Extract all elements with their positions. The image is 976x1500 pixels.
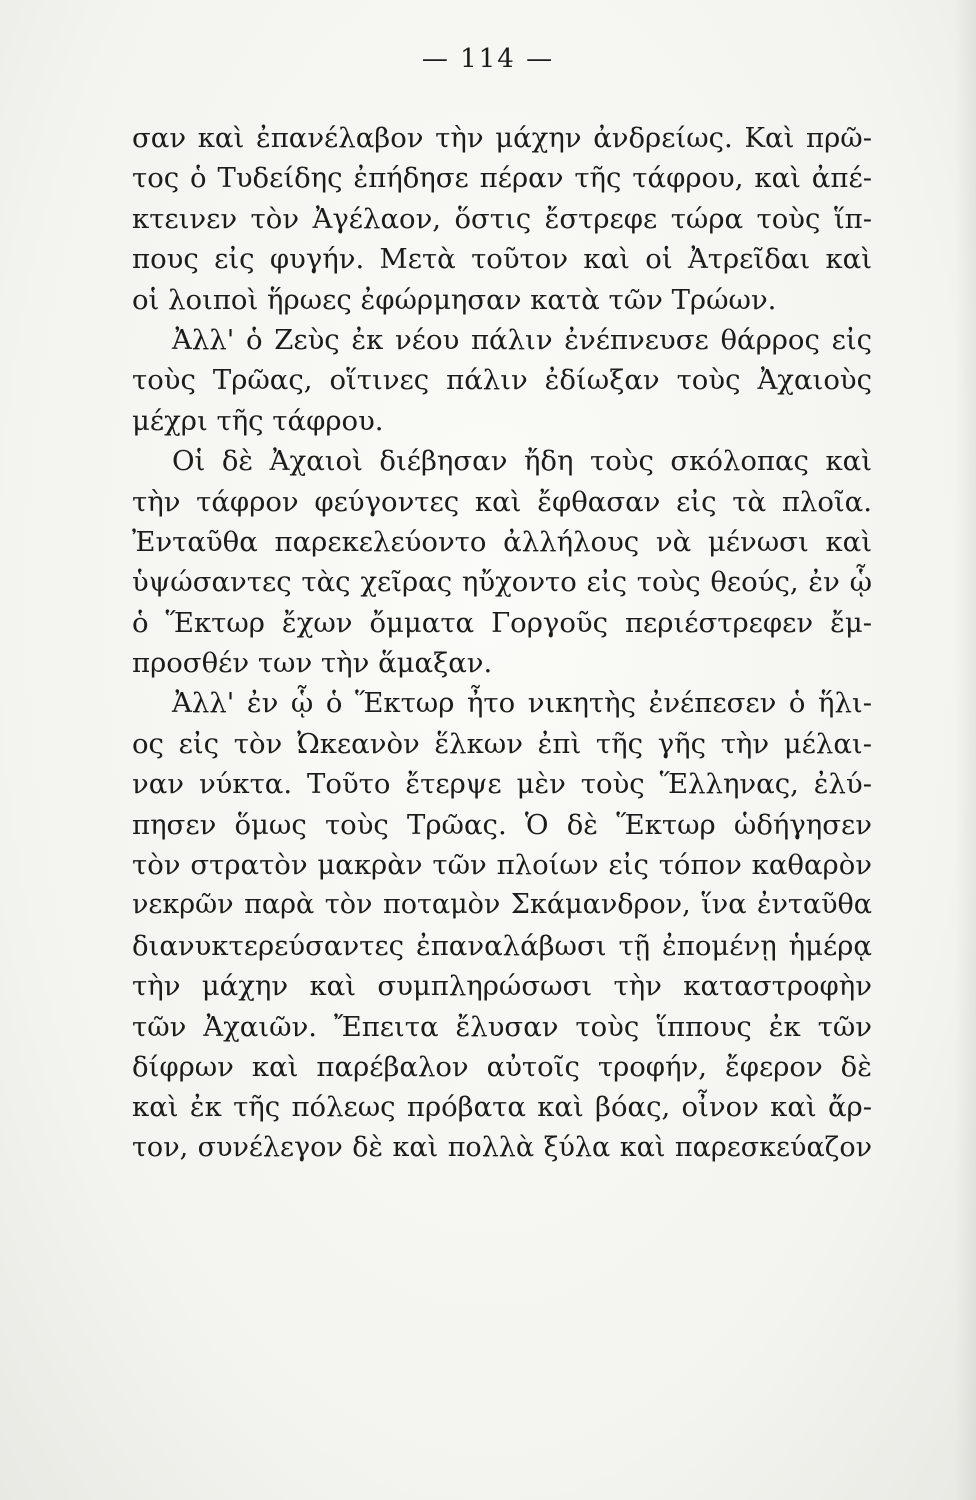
text-line: δίφρων καὶ παρέβαλον αὐτοῖς τροφήν, ἔφερον δὲ [132,1050,872,1083]
text-line: πησεν ὅμως τοὺς Τρῶας. Ὁ δὲ Ἕκτωρ ὡδήγησεν [132,808,872,841]
text-line: προσθέν των τὴν ἅμαξαν. [132,647,493,680]
text-line: τον, συνέλεγον δὲ καὶ πολλὰ ξύλα καὶ παρεσκεύαζον [132,1131,872,1163]
body-text [132,118,872,1168]
text-line: Οἱ δὲ Ἀχαιοὶ διέβησαν ἤδη τοὺς σκόλοπας καὶ [172,445,872,478]
page-number: — 114 — [421,44,555,74]
text-line: νεκρῶν παρὰ τὸν ποταμὸν Σκάμανδρον, ἵνα ἐνταῦθα [132,889,872,921]
text-line: καὶ ἐκ τῆς πόλεως πρόβατα καὶ βόας, οἶνον καὶ ἄρ- [132,1091,872,1124]
text-line: Ἐνταῦθα παρεκελεύοντο ἀλλήλους νὰ μένωσι καὶ [132,525,872,558]
text-line: διανυκτερεύσαντες ἐπαναλάβωσι τῇ ἐπομένῃ ἡμέρᾳ [132,929,872,962]
text-line: τοὺς Τρῶας, οἵτινες πάλιν ἐδίωξαν τοὺς Ἀχαιοὺς [132,364,872,397]
text-line: τῶν Ἀχαιῶν. Ἔπειτα ἔλυσαν τοὺς ἵππους ἐκ τῶν [132,1010,872,1043]
page-edge-shadow [954,0,976,1500]
text-line: ὑψώσαντες τὰς χεῖρας ηὔχοντο εἰς τοὺς θεούς, ἐν ᾧ [132,566,872,599]
text-line: τὴν τάφρον φεύγοντες καὶ ἔφθασαν εἰς τὰ πλοῖα. [132,485,872,518]
text-line: τος ὁ Τυδείδης ἐπήδησε πέραν τῆς τάφρου, καὶ ἀπέ- [132,162,872,195]
text-line: κτεινεν τὸν Ἀγέλαον, ὅστις ἔστρεφε τώρα τοὺς ἵπ- [132,202,872,235]
text-line: τὸν στρατὸν μακρὰν τῶν πλοίων εἰς τόπον καθαρὸν [132,849,872,882]
text-line: Ἀλλ' ὁ Ζεὺς ἐκ νέου πάλιν ἐνέπνευσε θάρρος εἰς [172,323,872,356]
text-line: σαν καὶ ἐπανέλαβον τὴν μάχην ἀνδρείως. Καὶ πρῶ- [132,122,872,154]
text-line: τὴν μάχην καὶ συμπληρώσωσι τὴν καταστροφὴν [132,970,872,1003]
text-line: ος εἰς τὸν Ὠκεανὸν ἕλκων ἐπὶ τῆς γῆς τὴν μέλαι- [132,727,872,760]
text-line: μέχρι τῆς τάφρου. [132,404,384,437]
text-line: οἱ λοιποὶ ἥρωες ἐφώρμησαν κατὰ τῶν Τρώων. [132,283,777,316]
text-line: ναν νύκτα. Τοῦτο ἔτερψε μὲν τοὺς Ἕλληνας, ἐλύ- [132,768,872,801]
text-line: ὁ Ἕκτωρ ἔχων ὄμματα Γοργοῦς περιέστρεφεν ἔμ- [132,606,872,639]
text-line: πους εἰς φυγήν. Μετὰ τοῦτον καὶ οἱ Ἀτρεῖδαι καὶ [132,243,872,276]
text-line: Ἀλλ' ἐν ᾧ ὁ Ἕκτωρ ἦτο νικητὴς ἐνέπεσεν ὁ ἥλι- [172,687,872,720]
